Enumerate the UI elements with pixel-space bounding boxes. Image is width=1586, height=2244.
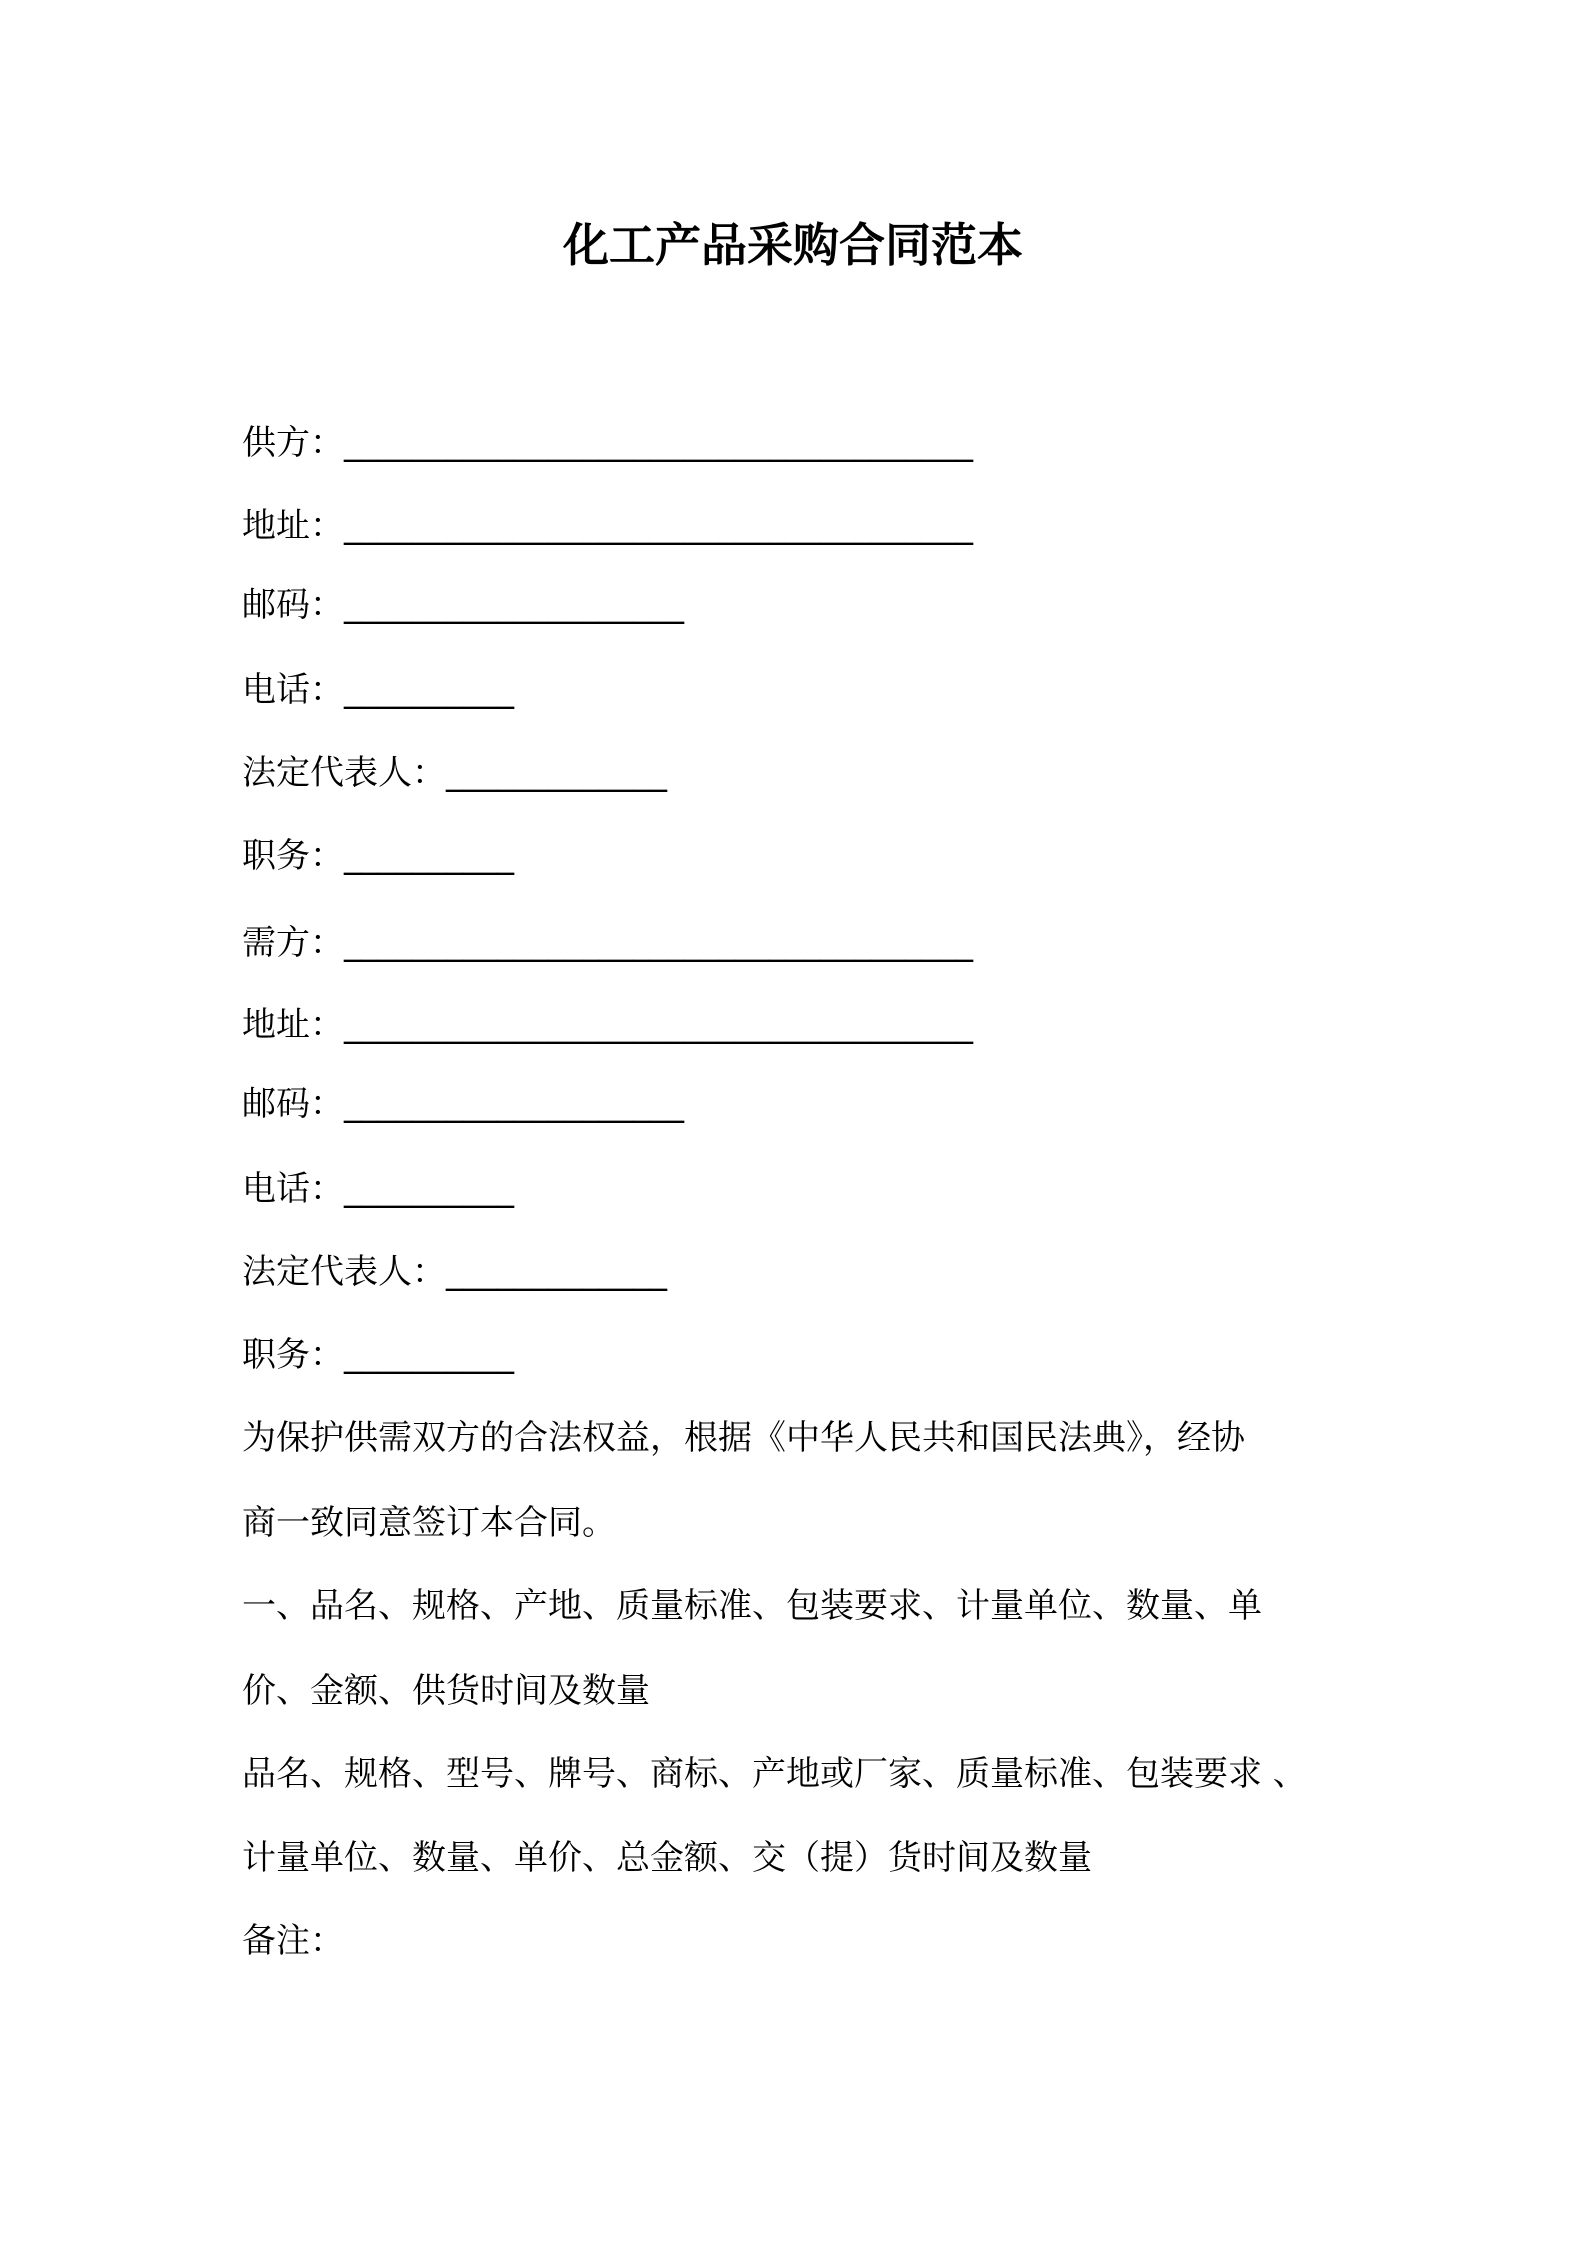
buyer-postcode-blank: ____________________	[344, 1084, 684, 1124]
document-title: 化工产品采购合同范本	[563, 218, 1023, 272]
supplier-address-label: 地址：	[242, 506, 344, 546]
buyer-position-label: 职务：	[242, 1335, 344, 1375]
buyer-address-blank: _____________________________________	[344, 1005, 973, 1045]
supplier-postcode-label: 邮码：	[242, 585, 344, 625]
supplier-party-line	[242, 420, 973, 466]
supplier-position-line	[242, 833, 514, 879]
buyer-position-line	[242, 1332, 514, 1378]
supplier-address-blank: _____________________________________	[344, 506, 973, 546]
section-1-heading-line-1: 一、品名、规格、产地、质量标准、包装要求、计量单位、数量、单	[242, 1586, 1262, 1626]
item-fields-line-1: 品名、规格、型号、牌号、商标、产地或厂家、质量标准、包装要求 、	[242, 1754, 1307, 1794]
buyer-address-label: 地址：	[242, 1005, 344, 1045]
supplier-position-label: 职务：	[242, 836, 344, 876]
supplier-legal-rep-label: 法定代表人：	[242, 753, 446, 793]
supplier-postcode-line	[242, 582, 684, 628]
buyer-postcode-label: 邮码：	[242, 1084, 344, 1124]
supplier-phone-label: 电话：	[242, 670, 344, 710]
supplier-phone-line	[242, 667, 514, 713]
supplier-legal-rep-blank: _____________	[446, 753, 667, 793]
buyer-legal-rep-line	[242, 1249, 667, 1295]
buyer-phone-blank: __________	[344, 1169, 514, 1209]
buyer-phone-label: 电话：	[242, 1169, 344, 1209]
intro-paragraph-line-2: 商一致同意签订本合同。	[242, 1503, 616, 1543]
section-1-heading-line-2: 价、金额、供货时间及数量	[242, 1671, 650, 1711]
buyer-phone-line	[242, 1166, 514, 1212]
buyer-party-line	[242, 920, 973, 966]
supplier-party-blank: _____________________________________	[344, 423, 973, 463]
intro-paragraph-line-1: 为保护供需双方的合法权益，根据《中华人民共和国民法典》，经协	[242, 1418, 1245, 1458]
supplier-address-line	[242, 503, 973, 549]
buyer-legal-rep-label: 法定代表人：	[242, 1252, 446, 1292]
buyer-postcode-line	[242, 1081, 684, 1127]
supplier-party-label: 供方：	[242, 423, 344, 463]
buyer-position-blank: __________	[344, 1335, 514, 1375]
buyer-party-label: 需方：	[242, 923, 344, 963]
buyer-legal-rep-blank: _____________	[446, 1252, 667, 1292]
supplier-legal-rep-line	[242, 750, 667, 796]
item-fields-line-2: 计量单位、数量、单价、总金额、交（提）货时间及数量	[242, 1838, 1092, 1878]
remark-label: 备注：	[242, 1921, 344, 1961]
buyer-party-blank: _____________________________________	[344, 923, 973, 963]
supplier-position-blank: __________	[344, 836, 514, 876]
supplier-phone-blank: __________	[344, 670, 514, 710]
supplier-postcode-blank: ____________________	[344, 585, 684, 625]
buyer-address-line	[242, 1002, 973, 1048]
